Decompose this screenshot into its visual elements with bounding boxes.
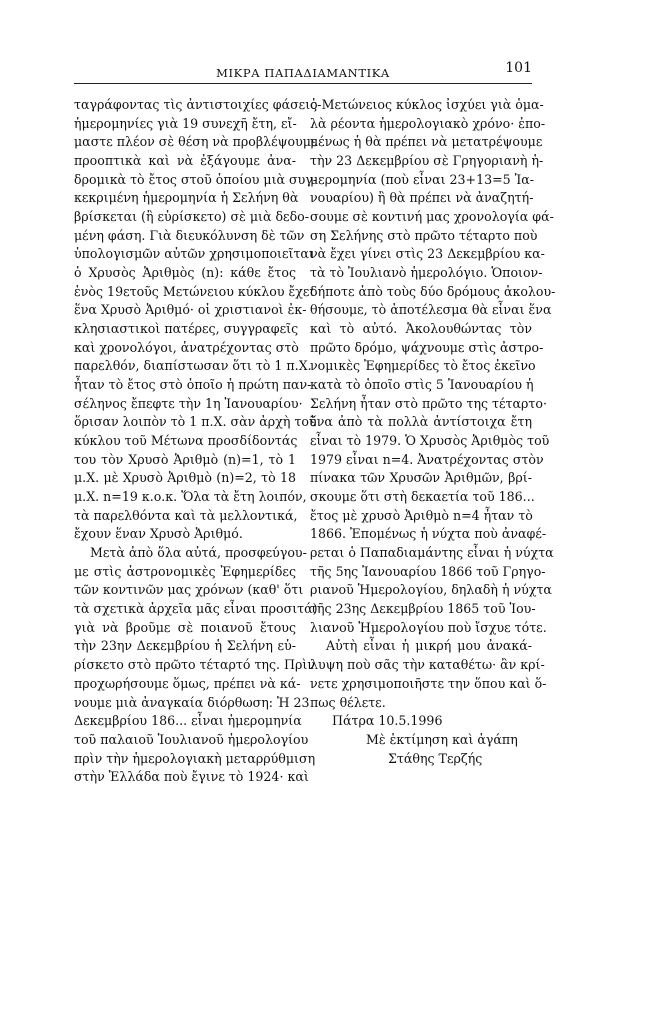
text-line: με στὶς ἀστρονομικὲς Ἐφημερίδες xyxy=(74,563,296,579)
text-line: στὴν Ἑλλάδα ποὺ ἔγινε τὸ 1924· καὶ xyxy=(74,769,309,785)
text-line: ση Σελήνης στὸ πρῶτο τέταρτο ποὺ xyxy=(310,227,538,243)
place-date: Πάτρα 10.5.1996 xyxy=(332,713,443,729)
text-line: λὰ ρέοντα ἡμερολογιακὸ χρόνο· ἐπο- xyxy=(310,115,546,131)
author-name: Στάθης Τερζής xyxy=(388,750,483,766)
text-line: κατὰ τὸ ὁποῖο στὶς 5 Ἰανουαρίου ἡ xyxy=(310,377,534,393)
running-title: ΜΙΚΡΑ ΠΑΠΑΔΙΑΜΑΝΤΙΚΑ xyxy=(216,66,390,80)
text-line: νετε χρησιμοποιῆστε την ὅπου καὶ ὅ- xyxy=(310,675,547,691)
page-number: 101 xyxy=(505,60,532,76)
signature-block xyxy=(310,712,532,768)
text-line: μ.Χ. n=19 κ.ο.κ. Ὅλα τὰ ἔτη λοιπόν, xyxy=(74,489,307,505)
text-line: σκουμε ὅτι στὴ δεκαετία τοῦ 186... xyxy=(310,489,535,505)
text-line: ρεται ὁ Παπαδιαμάντης εἶναι ἡ νύχτα xyxy=(310,545,554,561)
text-line: δήποτε ἀπὸ τοὺς δύο δρόμους ἀκολου- xyxy=(310,283,556,299)
text-line: παρελθόν, διαπίστωσαν ὅτι τὸ 1 π.Χ. xyxy=(74,358,312,374)
text-line: λιανοῦ Ἡμερολογίου ποὺ ἴσχυε τότε. xyxy=(310,619,547,635)
text-line: προχωρήσουμε ὅμως, πρέπει νὰ κά- xyxy=(74,675,301,691)
text-line: μερομηνία (ποὺ εἶναι 23+13=5 Ἰα- xyxy=(310,171,535,187)
text-line: νουμε μιὰ ἀναγκαία διόρθωση: Ἡ 23 xyxy=(74,694,310,710)
text-line: Σελήνη ἦταν στὸ πρῶτο της τέταρτο· xyxy=(310,395,547,411)
text-line: νὰ ἔχει γίνει στὶς 23 Δεκεμβρίου κα- xyxy=(310,246,545,262)
text-line: καὶ χρονολόγοι, ἀνατρέχοντας στὸ xyxy=(74,339,299,355)
text-line: δρομικὰ τὸ ἔτος στοῦ ὁποίου μιὰ συγ- xyxy=(74,171,318,187)
text-line: γιὰ νὰ βροῦμε σὲ ποιανοῦ ἔτους xyxy=(74,619,296,635)
text-line: ἕνα ἀπὸ τὰ πολλὰ ἀντίστοιχα ἔτη xyxy=(310,414,532,430)
text-line: τῶν κοντινῶν μας χρόνων (καθ' ὅτι xyxy=(74,582,304,598)
text-line: ἔτος μὲ χρυσὸ Ἀριθμὸ n=4 ἦταν τὸ xyxy=(310,507,533,523)
text-line: βρίσκεται (ἢ εὑρίσκετο) σὲ μιὰ δεδο- xyxy=(74,209,309,225)
text-line: Αὐτὴ εἶναι ἡ μικρή μου ἀνακά- xyxy=(326,638,532,654)
text-line: ταγράφοντας τὶς ἀντιστοιχίες φάσεις- xyxy=(74,97,322,112)
text-line: μαστε πλέον σὲ θέση νὰ προβλέψουμε xyxy=(74,134,318,150)
left-column xyxy=(74,96,322,787)
text-line: ἦταν τὸ ἔτος στὸ ὁποῖο ἡ πρώτη παν- xyxy=(74,377,312,393)
text-line: πως θέλετε. xyxy=(310,694,386,710)
text-line: καὶ τὸ αὐτό. Ἀκολουθώντας τὸν xyxy=(310,321,532,337)
right-column xyxy=(310,96,556,768)
text-line: μ.Χ. μὲ Χρυσὸ Ἀριθμὸ (n)=2, τὸ 18 xyxy=(74,470,296,486)
text-line: κύκλου τοῦ Μέτωνα προσδίδοντάς xyxy=(74,433,298,449)
text-line: τῆς 23ης Δεκεμβρίου 1865 τοῦ Ἰου- xyxy=(310,601,536,617)
text-line: τὴν 23 Δεκεμβρίου σὲ Γρηγοριανὴ ἡ- xyxy=(310,153,544,169)
text-line: σουμε σὲ κοντινή μας χρονολογία φά- xyxy=(310,209,554,225)
text-line: τὴν 23ην Δεκεμβρίου ἡ Σελήνη εὑ- xyxy=(74,638,296,654)
text-line: τὰ τὸ Ἰουλιανὸ ἡμερολόγιο. Ὁποιον- xyxy=(310,265,543,281)
text-line: νομικὲς Ἐφημερίδες τὸ ἔτος ἐκεῖνο xyxy=(310,358,536,374)
text-line: πρὶν τὴν ἡμερολογιακὴ μεταρρύθμιση xyxy=(74,750,316,766)
text-line: Μετὰ ἀπὸ ὅλα αὐτά, προσφεύγου- xyxy=(90,545,307,561)
text-line: τὰ παρελθόντα καὶ τὰ μελλοντικά, xyxy=(74,507,298,523)
text-line: κεκριμένη ἡμερομηνία ἡ Σελήνη θὰ xyxy=(74,190,299,206)
text-line: ὁ Χρυσὸς Ἀριθμὸς (n): κάθε ἔτος xyxy=(74,265,296,281)
text-line: κλησιαστικοὶ πατέρες, συγγραφεῖς xyxy=(74,321,299,337)
text-line: τὰ σχετικὰ ἀρχεῖα μᾶς εἶναι προσιτά) xyxy=(74,601,318,617)
text-line: θήσουμε, τὸ ἀποτέλεσμα θὰ εἶναι ἕνα xyxy=(310,302,552,318)
text-line: μένη φάση. Γιὰ διευκόλυνση δὲ τῶν xyxy=(74,227,305,243)
text-line: προοπτικὰ καὶ νὰ ἐξάγουμε ἀνα- xyxy=(74,153,296,169)
text-line: νουαρίου) ἢ θὰ πρέπει νὰ ἀναζητή- xyxy=(310,190,534,206)
text-line: ἑνὸς 19ετοῦς Μετώνειου κύκλου ἔχει xyxy=(74,283,315,299)
text-line: του τὸν Χρυσὸ Ἀριθμὸ (n)=1, τὸ 1 xyxy=(74,451,296,467)
text-line: ὅρισαν λοιπὸν τὸ 1 π.Χ. σὰν ἀρχὴ τοῦ xyxy=(74,414,317,430)
text-line: ὑπολογισμῶν αὐτῶν χρησιμοποιεῖται xyxy=(74,246,314,262)
closing-line: Μὲ ἐκτίμηση καὶ ἀγάπη xyxy=(366,731,518,747)
text-line: ὁ Μετώνειος κύκλος ἰσχύει γιὰ ὁμα- xyxy=(310,97,544,112)
text-line: πίνακα τῶν Χρυσῶν Ἀριθμῶν, βρί- xyxy=(310,470,532,486)
text-line: τῆς 5ης Ἰανουαρίου 1866 τοῦ Γρηγο- xyxy=(310,563,546,579)
text-line: πρῶτο δρόμο, ψάχνουμε στὶς ἀστρο- xyxy=(310,339,544,355)
text-line: εἶναι τὸ 1979. Ὁ Χρυσὸς Ἀριθμὸς τοῦ xyxy=(310,433,550,449)
text-line: τοῦ παλαιοῦ Ἰουλιανοῦ ἡμερολογίου xyxy=(74,731,309,747)
text-line: 1866. Ἐπομένως ἡ νύχτα ποὺ ἀναφέ- xyxy=(310,526,547,542)
text-line: ἕνα Χρυσὸ Ἀριθμό· οἱ χριστιανοὶ ἐκ- xyxy=(74,302,307,318)
text-line: ριανοῦ Ἡμερολογίου, δηλαδὴ ἡ νύχτα xyxy=(310,582,552,598)
text-line: σέληνος ἔπεφτε τὴν 1η Ἰανουαρίου· xyxy=(74,395,303,411)
text-line: μένως ἡ θὰ πρέπει νὰ μετατρέψουμε xyxy=(310,134,543,150)
text-line: ἔχουν ἕναν Χρυσὸ Ἀριθμό. xyxy=(74,526,243,542)
text-line: ἡμερομηνίες γιὰ 19 συνεχῆ ἔτη, εἴ- xyxy=(74,115,297,131)
text-line: ρίσκετο στὸ πρῶτο τέταρτό της. Πρὶν xyxy=(74,657,316,673)
text-line: 1979 εἶναι n=4. Ἀνατρέχοντας στὸν xyxy=(310,451,544,467)
header-rule xyxy=(74,83,532,84)
text-line: Δεκεμβρίου 186... εἶναι ἡμερομηνία xyxy=(74,713,302,729)
text-line: λυψη ποὺ σᾶς τὴν καταθέτω· ἂν κρί- xyxy=(310,657,545,673)
